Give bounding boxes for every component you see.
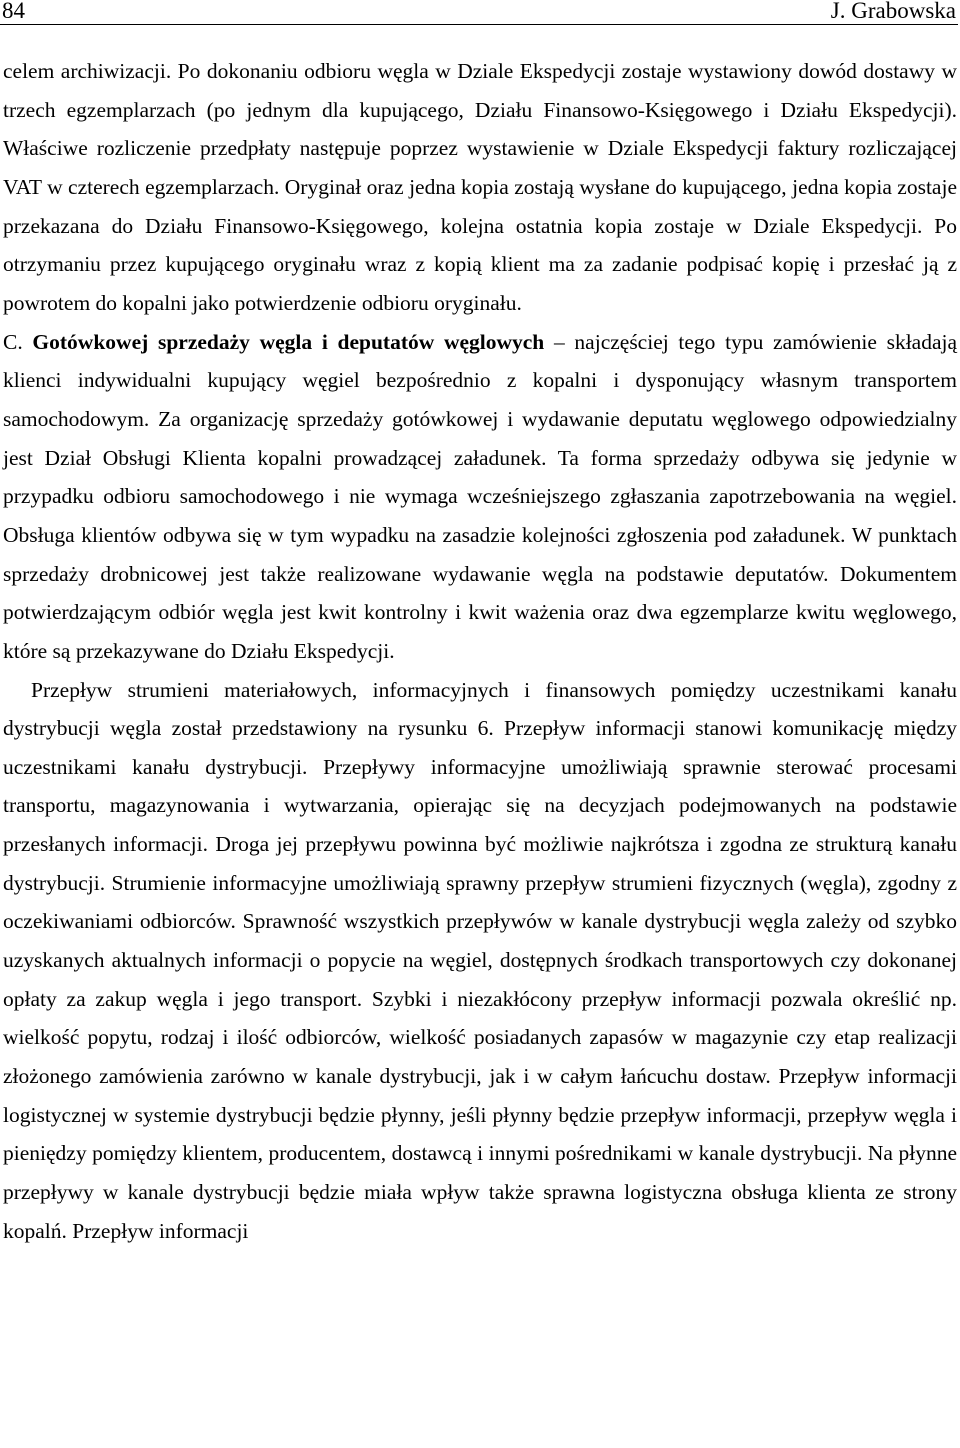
section-c-title: Gotówkowej sprzedaży węgla i deputatów węglowych <box>32 329 545 354</box>
section-c-label: C. <box>3 329 23 354</box>
section-c-paragraph <box>3 323 957 671</box>
section-c-body: – najczęściej tego typu zamówienie składają klienci indywidualni kupujący węgiel bezpośrednio z kopalni i dysponujący własnym transportem samochodowym. Za organizację sprzedaży gotówkowej i wydawanie deputatu węglowego odpowiedzialny jest Dział Obsługi Klienta kopalni prowadzącej załadunek. Ta forma sprzedaży odbywa się jedynie w przypadku odbioru samochodowego i nie wymaga wcześniejszego zgłaszania zapotrzebowania na węgiel. Obsługa klientów odbywa się w tym wypadku na zasadzie kolejności zgłoszenia pod załadunek. W punktach sprzedaży drobnicowej jest także realizowane wydawanie węgla na podstawie deputatów. Dokumentem potwierdzającym odbiór węgla jest kwit kontrolny i kwit ważenia oraz dwa egzemplarze kwitu węglowego, które są przekazywane do Działu Ekspedycji. <box>3 329 958 663</box>
page-number: 84 <box>2 0 25 23</box>
page-body <box>3 52 957 1250</box>
paragraph: celem archiwizacji. Po dokonaniu odbioru węgla w Dziale Ekspedycji zostaje wystawiony dowód dostawy w trzech egzemplarzach (po jednym dla kupującego, Działu Finansowo-Księgowego i Działu Ekspedycji). Właściwe rozliczenie przedpłaty następuje poprzez wystawienie w Dziale Ekspedycji faktury rozliczającej VAT w czterech egzemplarzach. Oryginał oraz jedna kopia zostają wysłane do kupującego, jedna kopia zostaje przekazana do Działu Finansowo-Księgowego, kolejna ostatnia kopia zostaje w Dziale Ekspedycji. Po otrzymaniu przez kupującego oryginału wraz z kopią klient ma za zadanie podpisać kopię i przesłać ją z powrotem do kopalni jako potwierdzenie odbioru oryginału. <box>3 59 957 315</box>
paragraph: Przepływ strumieni materiałowych, informacyjnych i finansowych pomiędzy uczestnikami kanału dystrybucji węgla został przedstawiony na rysunku 6. Przepływ informacji stanowi komunikację między uczestnikami kanału dystrybucji. Przepływy informacyjne umożliwiają sprawnie sterować procesami transportu, magazynowania i wytwarzania, opierając się na decyzjach podejmowanych na podstawie przesłanych informacji. Droga jej przepływu powinna być możliwie najkrótsza i zgodna ze strukturą kanału dystrybucji. Strumienie informacyjne umożliwiają sprawny przepływ strumieni fizycznych (węgla), zgodny z oczekiwaniami odbiorców. Sprawność wszystkich przepływów w kanale dystrybucji węgla zależy od szybko uzyskanych aktualnych informacji o popycie na węgiel, dostępnych środkach transportowych czy dokonanej opłaty za zakup węgla i jego transport. Szybki i niezakłócony przepływ informacji pozwala określić np. wielkość popytu, rodzaj i ilość odbiorców, wielkość posiadanych zapasów w magazynie czy etap realizacji złożonego zamówienia zarówno w kanale dystrybucji, jak i w całym łańcuchu dostaw. Przepływ informacji logistycznej w systemie dystrybucji będzie płynny, jeśli płynny będzie przepływ informacji, przepływ węgla i pieniędzy pomiędzy klientem, producentem, dostawcą i innymi pośrednikami w kanale dystrybucji. Na płynne przepływy w kanale dystrybucji będzie miała wpływ także sprawna logistyczna obsługa klienta ze strony kopalń. Przepływ informacji <box>3 677 957 1243</box>
running-header-author: J. Grabowska <box>830 0 956 23</box>
running-header <box>0 0 958 25</box>
